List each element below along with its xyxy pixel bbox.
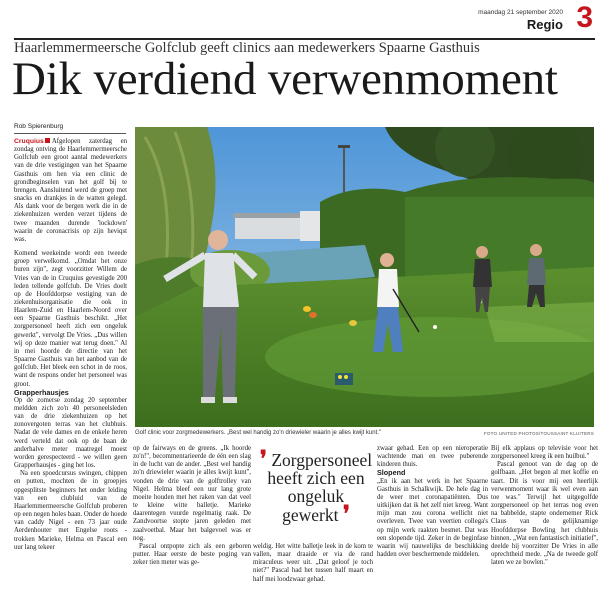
paragraph: Op de zomerse zondag 20 september meldden zich zo'n 40 personeelsleden van de drie ziekenhuizen op het zonovergoten terras van het clubhuis. Nadat de vele dames en de enkele heren werd verteld dat ook op de baan de anderhalve meter maatregel moest worden gerespecteerd - we willen geen Grapperhausjes - ging het los.	[14, 396, 127, 470]
article-subtitle: Haarlemmermeersche Golfclub geeft clinics aan medewerkers Spaarne Gasthuis	[14, 40, 480, 56]
text-column-5	[491, 445, 598, 567]
paragraph: Na een spoedcursus swingen, chippen en putten, mochten de in groepjes opgesplitste beginners het onder leiding van een clubluid van de Haarlemmermeersche Golfclub proberen op een negen holes baan. Onder de hoede van caddy Nigel - een 73 jaar oude Aerdenhouter met Engelse roots - trokken Marieke, Helma en Pascal een uur lang tekeer	[14, 470, 127, 551]
text-column-4	[377, 445, 488, 559]
paragraph: Pascal ontpopte zich als een geboren putter. Haar eerste de beste poging van zeker tien meter was ge-	[133, 542, 251, 567]
dateline-city: Cruquius	[14, 138, 44, 145]
text-column-2	[133, 445, 251, 567]
edition-date: maandag 21 september 2020	[478, 9, 563, 16]
subhead-slopend: Slopend	[377, 468, 406, 478]
pull-quote-text: Zorgpersoneel heeft zich een ongeluk gewerkt	[267, 450, 373, 525]
quote-close-icon: ❜	[342, 501, 350, 526]
paragraph: Pascal genoot van de dag op de golfbaan. „Het begon al met koffie en taart. Dit is voor mij een heerlijk verwenmoment waar ik wel even aan toe was." Terwijl het uitgegolfde zorgpersoneel op het terras nog even na babbelde, stapte ondernemer Rick Claus van de gelijknamige Hoofddorpse Bowling het clubhuis binnen. „Wat een fantastisch initiatief", deelde hij voorzitter De Vries in alle oprechtheid mede. „Na de tweede golf laten we ze bowlen."	[491, 461, 598, 567]
text-column-3	[253, 543, 373, 584]
paragraph: Bij elk applaus op televisie voor het zorgpersoneel kreeg ik een huilbui."	[491, 445, 598, 461]
paragraph: zwaar gehad. Een op een nieroperatie wachtende man en twee puberende kinderen thuis.	[377, 445, 488, 469]
dateline-square-icon	[45, 138, 50, 143]
photo-caption: Golf clinic voor zorgmedewerkers. „Best wel handig zo'n driewieler waarin je alles kwijt kunt."	[135, 430, 382, 436]
lead-text: Afgelopen zaterdag en zondag ontving de Haarlemmermeersche Golfclub een groot aantal medewerkers van de drie vestigingen van het Spaarne Gasthuis om hen via een clinic de grondbeginselen van het golf bij te brengen. Aansluitend werd de groep met snacks en drankjes in de watten gelegd. Als dank voor de bergen werk die in de ziekenhuizen werden verzet tijdens de twee maanden durende 'lockdown' waarin de coronacrisis op zijn heviqst was.	[14, 138, 127, 243]
lead-paragraph	[14, 138, 127, 244]
photo-credit: FOTO UNITED PHOTOS/TOUSSAINT KLUITERS	[483, 431, 594, 436]
article-headline: Dik verdiend verwenmoment	[12, 53, 558, 105]
paragraph: op de fairways en de greens. „Ik hoorde zo'n!", becommentarieerde de één een slag in de lucht van de ander. „Best wel handig zo'n driewieler waarin je alles kwijt kunt", vonden de drie van de golftrolley van Nigel. Helma bleef een uur lang grote moeite houden met het raken van dat veel te kleine witte balletje. Marieke daarentegen vuurde regelmatig raak. De Zandvoortse stopte jaren geleden met zaalvoetbal. Maar het balgevoel was er nog.	[133, 445, 251, 542]
byline: Rob Spierenburg	[14, 123, 64, 130]
section-label: Regio	[526, 17, 563, 32]
subhead-grapperhausjes: Grapperhausjes	[14, 387, 69, 397]
article-photo	[135, 127, 594, 427]
paragraph: Komend weekeinde wordt een tweede groep verwelkomd. „Omdat het onze buren zijn", zegt voorzitter Willem de Vries van de in Cruquius gevestigde 200 leden tellende golfclub. De Vries doelt op de Hoofddorpse vestiging van de ziekenhuisorganisatie die ook in Haarlem-Zuid en Haarlem-Noord over een Spaarne Gasthuis beschikt. „Het zorgpersoneel heeft zich een ongeluk gewerkt", vervolgt De Vries. „Dus willen wij op deze manier wat terug doen." Al in mei hoorde de directie van het Spaarne Gasthuis van het aanbod van de golfclub. Het bleek een schot in de roos, want de respons onder het personeel was groot.	[14, 250, 127, 388]
quote-open-icon: ❜	[259, 446, 267, 471]
byline-rule	[14, 133, 126, 134]
paragraph: „En ik aan het werk in het Spaarne Gasthuis in Schalkwijk. De hele dag in de weer met coronapatiënten. Dus uitkijken dat ik het zelf niet kreeg. Want mijn man zou corona wellicht niet overleven. Twee van veertien collega's op mijn werk raakten besmet. Dat was een slopende tijd. Zeker in de beginfase waarin wij nauwelijks de beschikking hadden over beschermende middelen.	[377, 477, 488, 559]
text-column-1	[14, 138, 127, 552]
pull-quote	[258, 446, 374, 526]
paragraph: weldig. Het witte balletje leek in de kom te vallen, maar draaide er via de rand miraculeus weer uit. „Dat geloof je toch niet?" Pascal had het tussen half maart en half mei loodzwaar gehad.	[253, 543, 373, 583]
page-number: 3	[576, 1, 593, 34]
